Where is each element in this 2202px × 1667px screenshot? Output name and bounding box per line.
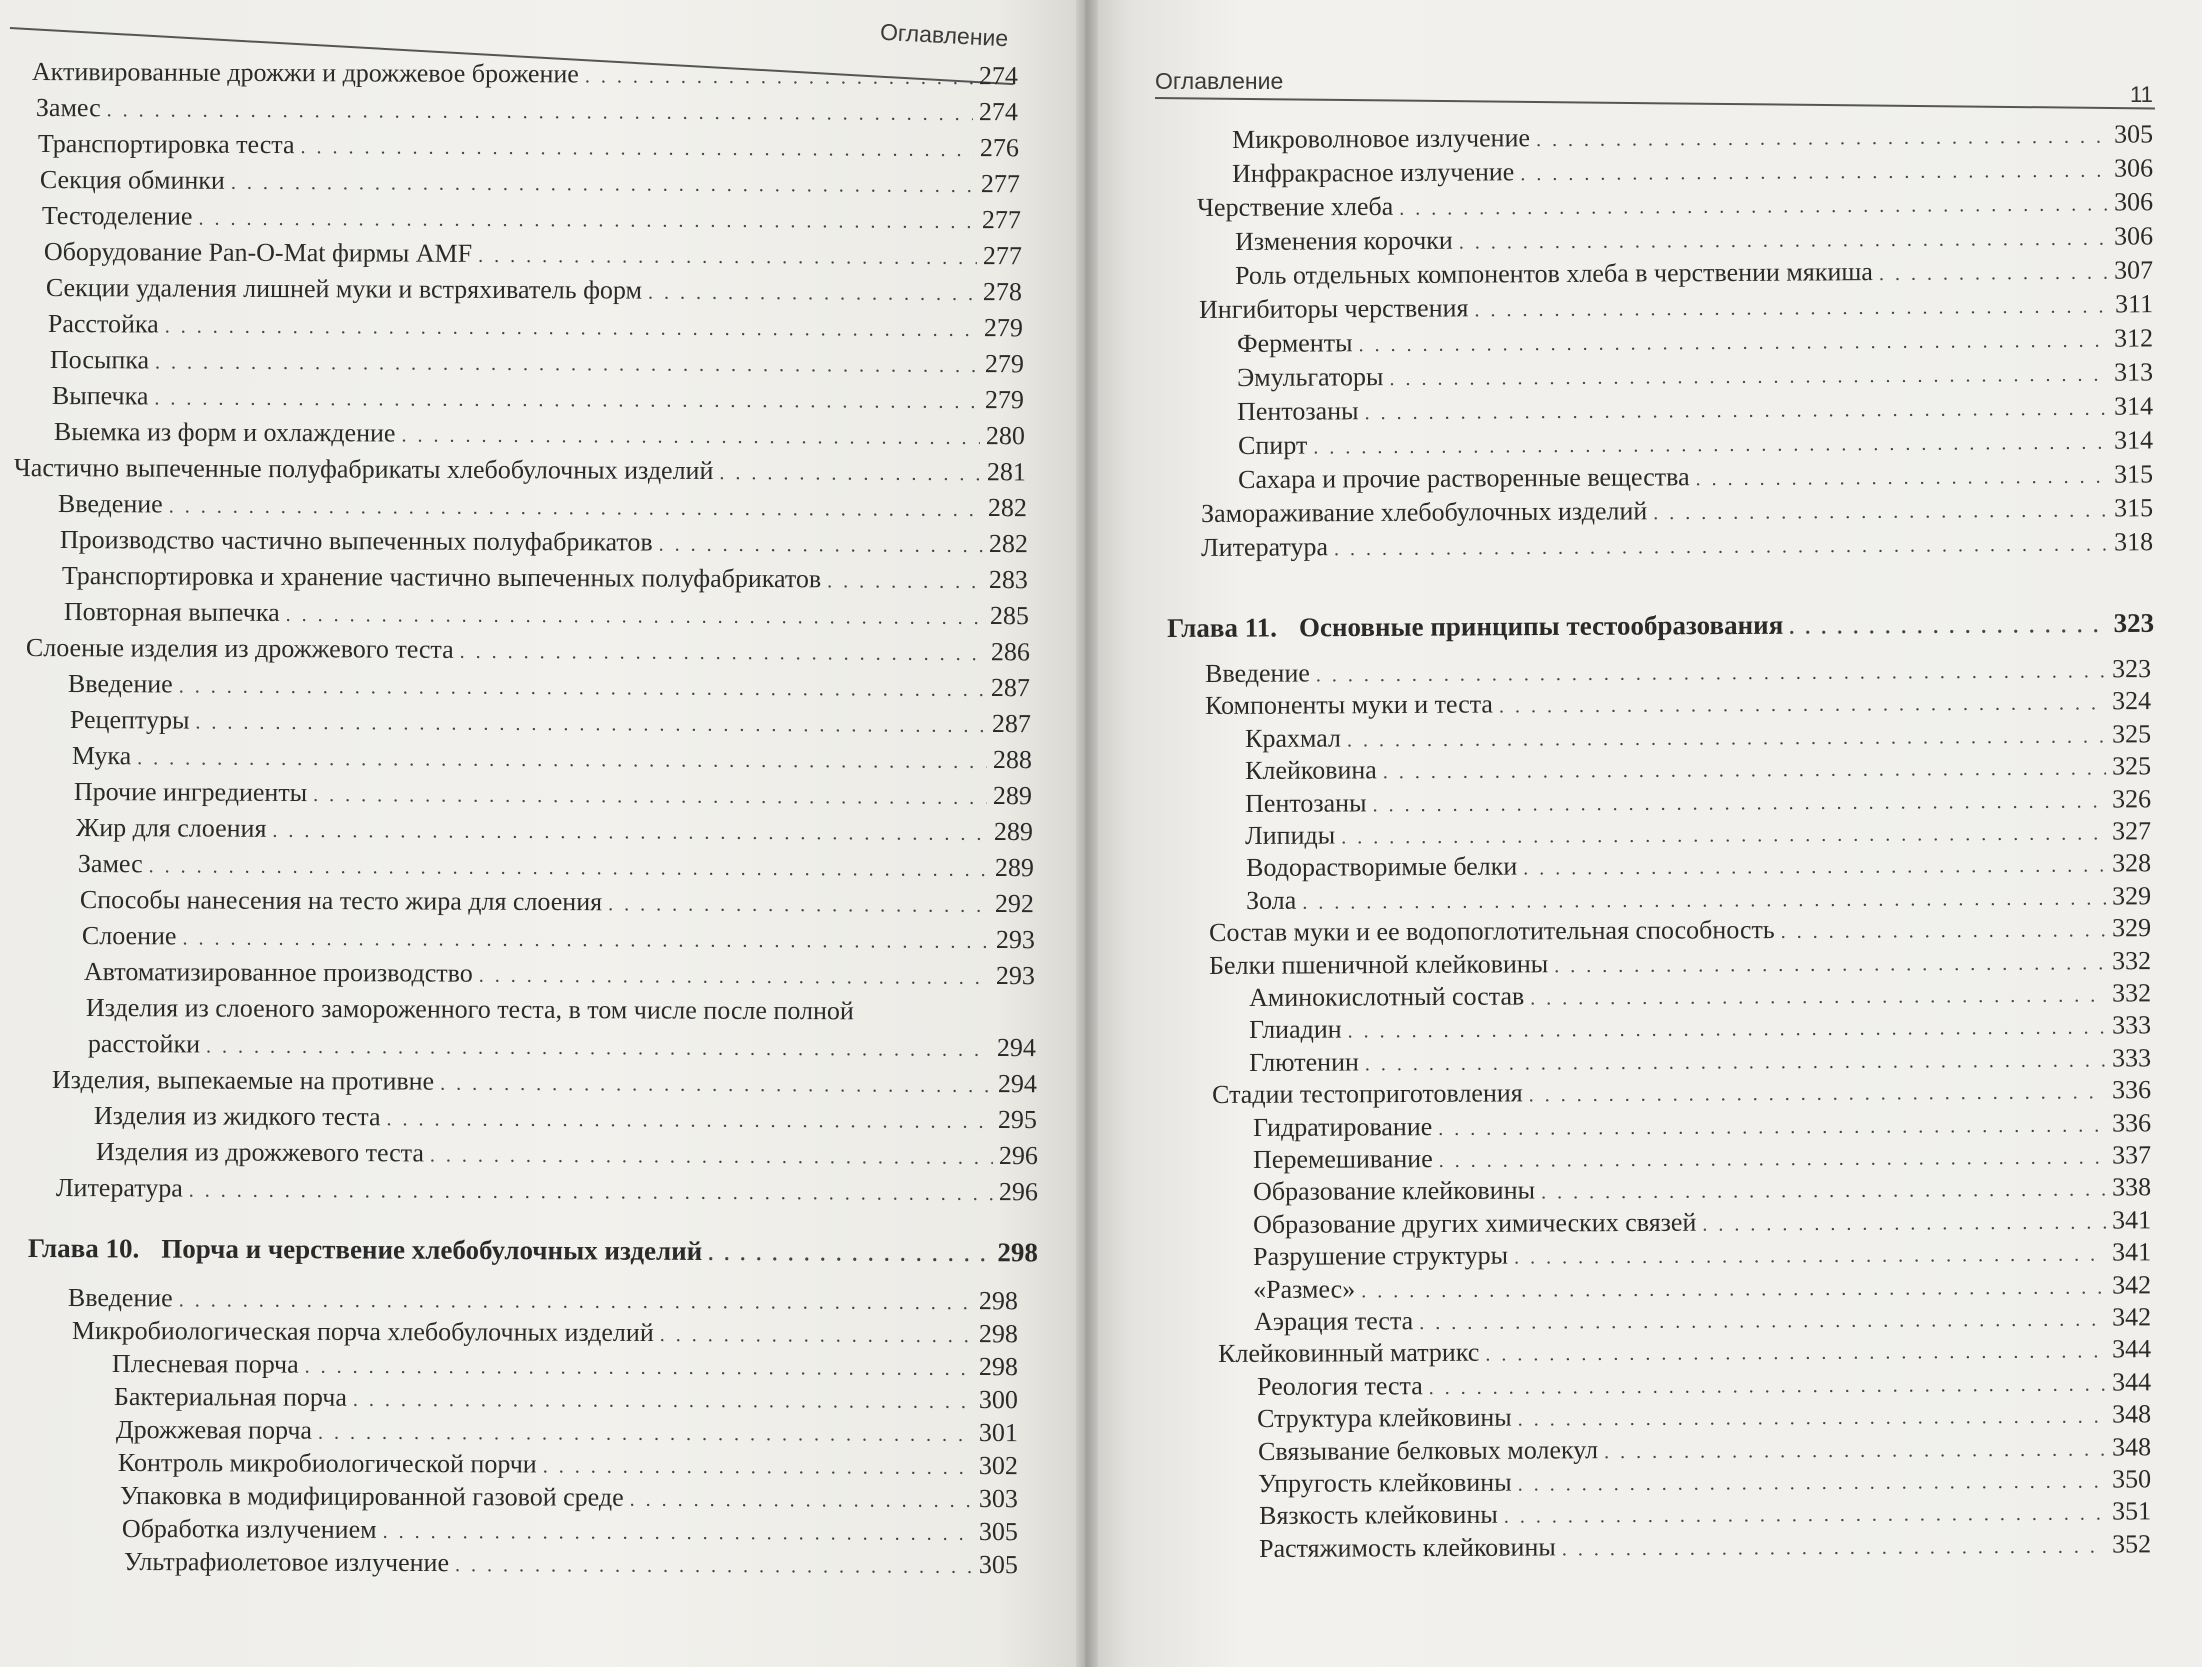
toc-entry-page: 348 — [2111, 1399, 2152, 1429]
toc-entry-title: Упаковка в модифицированной газовой среде — [119, 1481, 624, 1512]
toc-entry-page: 278 — [982, 277, 1022, 307]
toc-entry-title: Введение — [1205, 658, 1310, 688]
toc-entry — [1232, 118, 2153, 158]
toc-entry-title: Эмульгаторы — [1237, 362, 1384, 392]
toc-entry-title: Клейковинный матрикс — [1218, 1338, 1480, 1369]
toc-entry — [80, 884, 1034, 922]
toc-entry-page: 279 — [983, 313, 1023, 343]
toc-entry-title: Образование других химических связей — [1253, 1207, 1697, 1239]
dot-leader — [608, 888, 989, 922]
toc-entry-page: 292 — [994, 888, 1034, 919]
toc-entry-page: 305 — [978, 1516, 1018, 1547]
dot-leader — [1334, 528, 2108, 565]
dot-leader — [708, 1238, 991, 1271]
dot-leader — [1781, 914, 2107, 948]
dot-leader — [1313, 427, 2108, 464]
toc-entry-title: Литература — [1201, 532, 1329, 562]
toc-entry-title: Введение — [67, 669, 173, 699]
dot-leader — [231, 167, 975, 202]
toc-entry — [94, 1100, 1037, 1138]
toc-entry — [38, 128, 1019, 166]
running-head-right: Оглавление — [1155, 68, 1284, 94]
toc-entry-page: 300 — [978, 1385, 1018, 1415]
toc-entry — [82, 920, 1035, 958]
toc-entry-title: Замес — [77, 849, 143, 879]
toc-entry-page: 314 — [2113, 391, 2154, 421]
toc-entry — [26, 632, 1030, 670]
dot-leader — [648, 277, 977, 310]
toc-entry-title: Мука — [71, 741, 132, 771]
toc-entry — [60, 524, 1028, 562]
toc-entry-title: Липиды — [1245, 820, 1336, 850]
toc-entry — [118, 1447, 1018, 1484]
dot-leader — [165, 311, 978, 347]
toc-entry-title: Гидратирование — [1253, 1111, 1433, 1142]
toc-entry — [1197, 186, 2153, 226]
toc-entry — [112, 1348, 1018, 1385]
toc-entry-page: 293 — [995, 960, 1035, 991]
toc-entry — [1237, 322, 2153, 362]
toc-entry-title: Выемка из форм и охлаждение — [53, 417, 396, 448]
toc-entry — [124, 1546, 1018, 1583]
dot-leader — [660, 1319, 973, 1352]
dot-leader — [1541, 1174, 2106, 1209]
toc-entry — [88, 1028, 1036, 1066]
toc-entry-page: 306 — [2113, 221, 2154, 251]
toc-entry-title: Изменения корочки — [1235, 225, 1453, 256]
toc-entry — [1238, 424, 2153, 464]
toc-entry-page: 293 — [995, 924, 1035, 955]
toc-entry-page: 282 — [988, 529, 1028, 559]
toc-entry-page: 301 — [978, 1418, 1018, 1448]
toc-entry-title: Черствение хлеба — [1197, 191, 1394, 222]
dot-leader — [1364, 393, 2108, 430]
toc-entry-title: расстойки — [87, 1029, 201, 1059]
toc-entry-title: Глютенин — [1249, 1047, 1359, 1077]
dot-leader — [206, 1031, 991, 1066]
toc-entry — [68, 668, 1030, 706]
toc-entry-page: 342 — [2111, 1302, 2152, 1332]
dot-leader — [1523, 850, 2106, 885]
dot-leader — [719, 457, 981, 490]
dot-leader — [155, 346, 979, 382]
dot-leader — [149, 850, 989, 886]
toc-entry — [70, 704, 1031, 742]
toc-entry-page: 277 — [980, 169, 1020, 199]
toc-entry-title: Крахмал — [1245, 723, 1342, 753]
toc-entry-page: 326 — [2111, 783, 2152, 814]
dot-leader — [430, 1139, 993, 1173]
toc-entry-title: Ингибиторы черствения — [1199, 293, 1469, 324]
dot-leader — [313, 779, 987, 814]
toc-entry-page: 306 — [2113, 153, 2154, 183]
toc-entry-title: Состав муки и ее водопоглотительная способность — [1209, 915, 1775, 948]
dot-leader — [455, 1549, 973, 1583]
dot-leader — [318, 1417, 973, 1451]
toc-entry-title: Порча и черствение хлебобулочных изделий — [161, 1233, 703, 1266]
dot-leader — [1485, 1336, 2106, 1371]
toc-entry-page: 289 — [994, 853, 1034, 883]
toc-entry-page: 285 — [989, 601, 1029, 631]
toc-entry-page: 329 — [2111, 881, 2152, 911]
toc-entry-title: Стадии тестоприготовления — [1212, 1078, 1523, 1110]
toc-entry-page: 328 — [2111, 848, 2152, 878]
toc-entry-title: Водорастворимые белки — [1246, 851, 1518, 883]
toc-entry-title: Роль отдельных компонентов хлеба в черствении мякиша — [1235, 257, 1873, 290]
dot-leader — [827, 565, 983, 598]
toc-entry-page: 279 — [984, 385, 1024, 415]
dot-leader — [179, 670, 985, 706]
toc-entry-page: 332 — [2111, 978, 2152, 1008]
toc-entry-title: Изделия, выпекаемые на противне — [51, 1065, 435, 1096]
toc-entry-page: 295 — [997, 1104, 1037, 1135]
toc-entry-title: Аэрация теста — [1254, 1306, 1414, 1336]
dot-leader — [169, 490, 982, 526]
toc-entry-page: 324 — [2111, 686, 2152, 716]
dot-leader — [286, 599, 984, 634]
toc-entry-page: 287 — [990, 673, 1030, 703]
toc-entry-title: Глиадин — [1249, 1014, 1342, 1045]
toc-entry-title: Введение — [57, 489, 163, 519]
dot-leader — [1520, 155, 2108, 191]
toc-entry — [50, 344, 1024, 382]
dot-leader — [300, 131, 974, 166]
dot-leader — [1554, 947, 2106, 982]
toc-entry-title: Разрушение структуры — [1253, 1240, 1509, 1272]
toc-entry — [116, 1414, 1018, 1451]
dot-leader — [1358, 325, 2108, 362]
toc-entry-page: 294 — [997, 1069, 1037, 1099]
toc-entry — [32, 56, 1018, 94]
toc-entry-title: Контроль микробиологической порчи — [117, 1448, 537, 1479]
toc-entry-title: Выпечка — [51, 381, 149, 411]
toc-entry-title: Бактериальная порча — [113, 1382, 347, 1412]
dot-leader — [1529, 1077, 2107, 1112]
toc-entry-title: Обработка излучением — [121, 1514, 377, 1544]
toc-entry-page: 305 — [2113, 119, 2154, 149]
toc-entry — [120, 1480, 1018, 1517]
toc-entry — [48, 308, 1023, 346]
toc-entry-title: Перемешивание — [1253, 1144, 1433, 1174]
dot-leader — [543, 1450, 973, 1484]
toc-entry-title: Введение — [67, 1283, 173, 1313]
toc-entry-page: 341 — [2111, 1205, 2152, 1235]
toc-entry — [72, 1315, 1018, 1352]
toc-entry-title: Оборудование Pan-O-Mat фирмы AMF — [43, 236, 473, 268]
chapter-label: Глава 11. — [1167, 612, 1278, 643]
dot-leader — [1653, 494, 2108, 529]
toc-entry — [64, 596, 1029, 634]
toc-entry-page: 279 — [984, 349, 1024, 379]
chapter-label: Глава 10. — [27, 1233, 140, 1264]
dot-leader — [1702, 1206, 2106, 1240]
toc-entry-page: 329 — [2111, 913, 2152, 943]
toc-entry-page: 276 — [979, 133, 1019, 163]
toc-entry-page: 306 — [2113, 187, 2154, 217]
toc-entry — [52, 1064, 1037, 1102]
toc-entry-title: Упругость клейковины — [1258, 1467, 1512, 1498]
toc-entry-page: 294 — [996, 1032, 1036, 1063]
toc-entry-page: 288 — [992, 745, 1032, 775]
toc-entry — [96, 1136, 1038, 1174]
dot-leader — [272, 815, 988, 850]
toc-entry-page: 307 — [2113, 255, 2154, 285]
toc-entry-title: Частично выпеченные полуфабрикаты хлебобулочных изделий — [13, 453, 714, 486]
dot-leader — [1604, 1433, 2106, 1468]
dot-leader — [386, 1103, 992, 1138]
toc-entry-page: 348 — [2111, 1431, 2152, 1462]
toc-entry-page: 333 — [2111, 1010, 2152, 1040]
toc-entry-title: Жир для слоения — [75, 813, 267, 843]
dot-leader — [1389, 359, 2108, 395]
toc-entry-page: 298 — [978, 1286, 1018, 1316]
toc-entry-title: Прочие ингредиенты — [73, 777, 308, 808]
toc-entry-page: 344 — [2111, 1367, 2152, 1397]
toc-entry — [42, 200, 1021, 238]
toc-entry-title: Аминокислотный состав — [1249, 981, 1525, 1012]
toc-entry-page: 342 — [2111, 1269, 2152, 1300]
dot-leader — [154, 382, 979, 418]
toc-entry-page: 337 — [2111, 1140, 2152, 1170]
toc-entry — [72, 740, 1032, 778]
dot-leader — [1504, 1498, 2106, 1533]
toc-entry-title: Ультрафиолетовое излучение — [123, 1547, 450, 1578]
toc-entry — [1199, 288, 2153, 328]
toc-entry-title: Связывание белковых молекул — [1258, 1434, 1599, 1466]
toc-entry-title: Повторная выпечка — [63, 597, 280, 627]
toc-entry — [1237, 356, 2153, 396]
toc-entry-title: Секции удаления лишней муки и встряхиватель форм — [45, 273, 643, 305]
dot-leader — [1789, 610, 2107, 644]
toc-entry-page: 296 — [998, 1177, 1038, 1207]
toc-entry — [68, 1282, 1018, 1319]
toc-entry — [86, 992, 1036, 1028]
toc-entry-page: 344 — [2111, 1334, 2152, 1364]
toc-entry-page: 274 — [978, 61, 1018, 91]
toc-entry-title: Автоматизированное производство — [83, 957, 473, 988]
dot-leader — [630, 1484, 973, 1517]
toc-entry-title: Спирт — [1238, 430, 1308, 460]
dot-leader — [107, 94, 973, 130]
toc-entry — [74, 776, 1032, 814]
toc-entry-page: 323 — [2111, 654, 2152, 684]
toc-entry — [1201, 526, 2153, 566]
toc-entry-page: 296 — [998, 1140, 1038, 1171]
dot-leader — [189, 1175, 993, 1211]
toc-entry-page: 336 — [2111, 1075, 2152, 1105]
toc-entry-title: Тестоделение — [41, 200, 193, 231]
toc-entry-title: Изделия из дрожжевого теста — [95, 1137, 425, 1168]
dot-leader — [1399, 188, 2108, 224]
toc-entry-page: 318 — [2113, 527, 2154, 557]
toc-entry-page: 298 — [978, 1352, 1018, 1382]
toc-entry-title: «Размес» — [1253, 1274, 1356, 1304]
toc-entry-page: 338 — [2111, 1172, 2152, 1202]
toc-entry-title: Вязкость клейковины — [1259, 1500, 1498, 1531]
toc-entry-page: 277 — [981, 205, 1021, 235]
toc-entry — [62, 560, 1028, 598]
toc-entry-page: 352 — [2111, 1529, 2152, 1559]
toc-entry — [1201, 492, 2153, 532]
dot-leader — [1879, 257, 2108, 290]
chapter-heading — [28, 1232, 1038, 1271]
toc-entry-title: Клейковина — [1245, 755, 1377, 786]
toc-entry-title: Инфракрасное излучение — [1232, 157, 1515, 188]
dot-leader — [1459, 223, 2108, 259]
toc-entry — [36, 92, 1018, 130]
toc-entry-title: Пентозаны — [1237, 396, 1359, 426]
toc-entry — [44, 236, 1022, 274]
toc-entry — [58, 488, 1027, 526]
toc-entry-title: Ферменты — [1237, 328, 1353, 358]
toc-entry-title: Слоеные изделия из дрожжевого теста — [25, 633, 454, 664]
toc-entry-title: Расстойка — [47, 309, 159, 339]
dot-leader — [305, 1351, 973, 1385]
toc-entry-title: Микробиологическая порча хлебобулочных изделий — [71, 1316, 654, 1348]
toc-entry-page: 303 — [978, 1483, 1018, 1514]
toc-entry-page: 313 — [2113, 357, 2154, 387]
toc-entry-page: 298 — [997, 1237, 1038, 1268]
toc-entry — [114, 1381, 1018, 1418]
toc-entry — [1235, 220, 2153, 260]
dot-leader — [460, 636, 985, 670]
toc-entry-title: Производство частично выпеченных полуфабрикатов — [59, 525, 653, 557]
dot-leader — [1695, 461, 2108, 496]
dot-leader — [585, 60, 973, 94]
toc-entry-page: 332 — [2111, 945, 2152, 975]
chapter-heading — [1167, 607, 2154, 647]
dot-leader — [1474, 290, 2109, 326]
toc-entry-page: 325 — [2111, 751, 2152, 781]
toc-entry-title: Способы нанесения на тесто жира для слоения — [79, 885, 603, 917]
toc-entry — [56, 1172, 1038, 1210]
toc-entry-page: 289 — [993, 817, 1033, 847]
toc-entry — [76, 812, 1033, 850]
toc-entry-page: 289 — [992, 781, 1032, 811]
toc-entry-page: 282 — [987, 493, 1027, 523]
toc-entry-page: 351 — [2111, 1496, 2152, 1526]
dot-leader — [353, 1384, 973, 1418]
left-page — [0, 0, 1085, 1667]
running-head-left: Оглавление — [879, 18, 1009, 52]
dot-leader — [1562, 1530, 2106, 1565]
dot-leader — [1518, 1401, 2107, 1436]
toc-entry — [54, 416, 1025, 454]
toc-entry-page: 277 — [982, 241, 1022, 271]
head-rule-right — [1155, 97, 2155, 109]
toc-entry-page: 305 — [978, 1549, 1018, 1580]
dot-leader — [1536, 121, 2108, 156]
toc-entry-page: 314 — [2113, 425, 2154, 455]
toc-entry-title: Структура клейковины — [1257, 1402, 1512, 1434]
dot-leader — [137, 742, 987, 778]
toc-entry-title: Активированные дрожжи и дрожжевое брожение — [31, 56, 579, 89]
toc-entry — [14, 452, 1026, 490]
dot-leader — [478, 240, 977, 274]
toc-entry — [1237, 390, 2153, 430]
toc-entry-page: 274 — [978, 97, 1018, 127]
toc-entry-page: 323 — [2113, 607, 2155, 639]
toc-entry-title: Пентозаны — [1245, 787, 1367, 818]
toc-entry-title: Транспортировка теста — [37, 128, 295, 160]
toc-entry-page: 333 — [2111, 1043, 2152, 1073]
toc-entry-page: 350 — [2111, 1464, 2152, 1494]
right-page — [1085, 0, 2202, 1667]
dot-leader — [198, 203, 976, 238]
dot-leader — [401, 420, 980, 455]
toc-entry-page: 287 — [991, 709, 1031, 739]
toc-entry-title: Замораживание хлебобулочных изделий — [1201, 496, 1648, 528]
dot-leader — [182, 922, 990, 958]
toc-entry-title: Плесневая порча — [111, 1349, 299, 1379]
toc-entry-title: Сахара и прочие растворенные вещества — [1238, 462, 1690, 494]
toc-entry-title: Образование клейковины — [1253, 1175, 1536, 1207]
toc-entry-page: 336 — [2111, 1107, 2152, 1138]
dot-leader — [659, 529, 983, 562]
toc-entry-page: 312 — [2113, 323, 2154, 353]
toc-entry-title: Литература — [55, 1173, 183, 1203]
toc-entry-title: Посыпка — [49, 345, 150, 375]
toc-entry-page: 286 — [990, 637, 1030, 667]
toc-entry-page: 281 — [986, 457, 1026, 487]
toc-entry-page: 325 — [2111, 719, 2152, 749]
toc-entry — [78, 848, 1034, 886]
toc-entry — [84, 956, 1035, 994]
toc-entry-page: 283 — [988, 565, 1028, 595]
toc-entry-title: Основные принципы тестообразования — [1298, 609, 1784, 643]
toc-entry-title: Растяжимость клейковины — [1259, 1532, 1556, 1563]
toc-entry-page: 280 — [985, 421, 1025, 451]
dot-leader — [440, 1068, 992, 1102]
page-number: 11 — [2130, 82, 2153, 107]
toc-entry-title: Дрожжевая порча — [115, 1415, 313, 1445]
toc-entry-page: 315 — [2113, 459, 2154, 489]
toc-entry-page: 315 — [2113, 493, 2154, 523]
toc-entry-page: 341 — [2111, 1237, 2152, 1267]
toc-entry-page: 327 — [2111, 816, 2152, 846]
toc-entry-title: Замес — [35, 92, 101, 123]
dot-leader — [479, 960, 990, 994]
dot-leader — [1514, 1239, 2106, 1274]
toc-entry-title: Зола — [1246, 885, 1297, 915]
toc-entry — [40, 164, 1020, 202]
toc-entry-page: 311 — [2114, 289, 2154, 319]
toc-entry-title: Микроволновое излучение — [1232, 123, 1531, 154]
toc-entry-title: Транспортировка и хранение частично выпеченных полуфабрикатов — [61, 561, 822, 594]
dot-leader — [383, 1516, 973, 1550]
toc-entry — [46, 272, 1022, 310]
toc-entry — [1259, 1528, 2151, 1567]
dot-leader — [195, 707, 986, 742]
toc-entry-title: Компоненты муки и теста — [1205, 689, 1493, 721]
toc-entry-title: Белки пшеничной клейковины — [1209, 948, 1549, 980]
toc-entry-page: 302 — [978, 1451, 1018, 1481]
toc-entry-title: Секция обминки — [39, 164, 225, 195]
book-gutter — [1076, 0, 1098, 1667]
dot-leader — [1499, 688, 2106, 723]
toc-entry — [122, 1513, 1018, 1550]
toc-entry-title: Слоение — [81, 921, 177, 951]
toc-entry — [52, 380, 1024, 418]
dot-leader — [179, 1284, 973, 1319]
toc-entry-title: Изделия из слоеного замороженного теста, в том числе после полной — [85, 993, 854, 1026]
toc-entry-title: Рецептуры — [69, 705, 190, 735]
toc-entry-title: Изделия из жидкого теста — [93, 1101, 381, 1132]
toc-entry-title: Реология теста — [1257, 1370, 1423, 1401]
toc-entry-page: 298 — [978, 1319, 1018, 1349]
